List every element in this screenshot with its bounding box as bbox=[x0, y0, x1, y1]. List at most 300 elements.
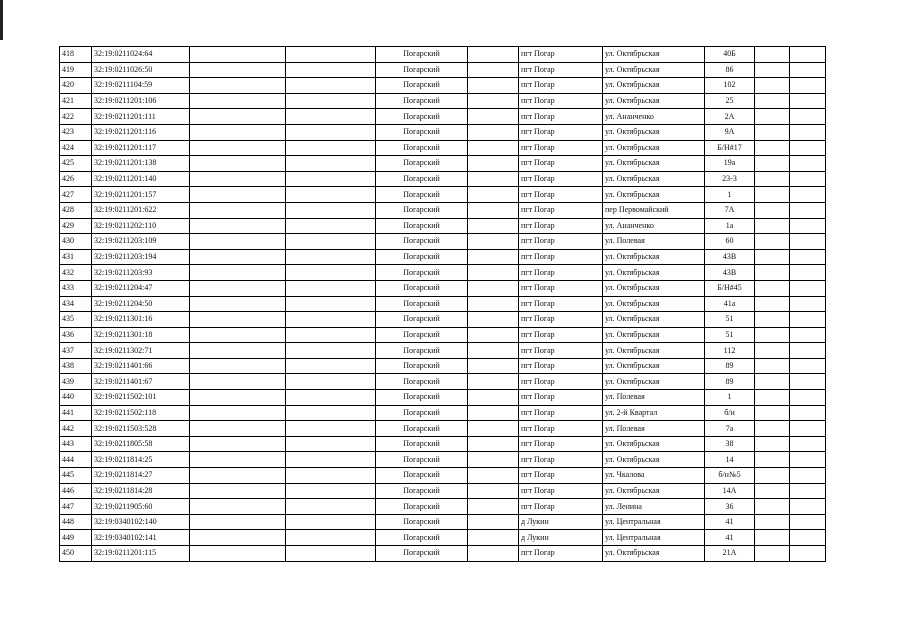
cadastral-number-cell: 32:19:0211104:59 bbox=[92, 78, 190, 94]
empty-cell bbox=[755, 93, 790, 109]
district-cell: Погарский bbox=[376, 234, 468, 250]
empty-cell bbox=[468, 62, 519, 78]
empty-cell bbox=[468, 124, 519, 140]
empty-cell bbox=[286, 124, 376, 140]
house-number-cell: 14 bbox=[705, 452, 755, 468]
district-cell: Погарский bbox=[376, 514, 468, 530]
empty-cell bbox=[790, 530, 826, 546]
district-cell: Погарский bbox=[376, 140, 468, 156]
empty-cell bbox=[755, 62, 790, 78]
empty-cell bbox=[286, 530, 376, 546]
empty-cell bbox=[755, 546, 790, 562]
empty-cell bbox=[468, 452, 519, 468]
locality-cell: пгт Погар bbox=[519, 421, 603, 437]
empty-cell bbox=[190, 171, 286, 187]
empty-cell bbox=[190, 468, 286, 484]
house-number-cell: 51 bbox=[705, 327, 755, 343]
district-cell: Погарский bbox=[376, 280, 468, 296]
locality-cell: пгт Погар bbox=[519, 546, 603, 562]
street-cell: пер Первомайский bbox=[603, 202, 705, 218]
empty-cell bbox=[790, 499, 826, 515]
row-number-cell: 421 bbox=[60, 93, 92, 109]
street-cell: ул. Октябрьская bbox=[603, 280, 705, 296]
table-row bbox=[60, 530, 826, 546]
row-number-cell: 431 bbox=[60, 249, 92, 265]
empty-cell bbox=[790, 296, 826, 312]
empty-cell bbox=[468, 374, 519, 390]
cadastral-number-cell: 32:19:0211203:194 bbox=[92, 249, 190, 265]
empty-cell bbox=[790, 202, 826, 218]
house-number-cell: 7А bbox=[705, 202, 755, 218]
empty-cell bbox=[190, 421, 286, 437]
street-cell: ул. Октябрьская bbox=[603, 124, 705, 140]
empty-cell bbox=[790, 405, 826, 421]
row-number-cell: 449 bbox=[60, 530, 92, 546]
table-row bbox=[60, 234, 826, 250]
row-number-cell: 447 bbox=[60, 499, 92, 515]
empty-cell bbox=[468, 47, 519, 63]
locality-cell: пгт Погар bbox=[519, 47, 603, 63]
empty-cell bbox=[468, 530, 519, 546]
empty-cell bbox=[286, 234, 376, 250]
table-row bbox=[60, 405, 826, 421]
empty-cell bbox=[286, 265, 376, 281]
district-cell: Погарский bbox=[376, 156, 468, 172]
empty-cell bbox=[468, 390, 519, 406]
empty-cell bbox=[286, 47, 376, 63]
street-cell: ул. Октябрьская bbox=[603, 47, 705, 63]
empty-cell bbox=[468, 156, 519, 172]
empty-cell bbox=[755, 483, 790, 499]
empty-cell bbox=[790, 140, 826, 156]
empty-cell bbox=[190, 312, 286, 328]
table-row bbox=[60, 93, 826, 109]
empty-cell bbox=[755, 249, 790, 265]
empty-cell bbox=[190, 62, 286, 78]
empty-cell bbox=[190, 499, 286, 515]
house-number-cell: 14А bbox=[705, 483, 755, 499]
house-number-cell: 41 bbox=[705, 530, 755, 546]
empty-cell bbox=[755, 358, 790, 374]
cadastral-number-cell: 32:19:0211814:27 bbox=[92, 468, 190, 484]
row-number-cell: 448 bbox=[60, 514, 92, 530]
empty-cell bbox=[755, 171, 790, 187]
locality-cell: пгт Погар bbox=[519, 109, 603, 125]
cadastral-number-cell: 32:19:0211805:58 bbox=[92, 436, 190, 452]
empty-cell bbox=[468, 436, 519, 452]
street-cell: ул. Октябрьская bbox=[603, 249, 705, 265]
empty-cell bbox=[755, 405, 790, 421]
house-number-cell: 25 bbox=[705, 93, 755, 109]
empty-cell bbox=[790, 514, 826, 530]
cadastral-number-cell: 32:19:0211201:111 bbox=[92, 109, 190, 125]
table-row bbox=[60, 358, 826, 374]
row-number-cell: 426 bbox=[60, 171, 92, 187]
empty-cell bbox=[790, 234, 826, 250]
empty-cell bbox=[468, 109, 519, 125]
table-row bbox=[60, 499, 826, 515]
district-cell: Погарский bbox=[376, 218, 468, 234]
district-cell: Погарский bbox=[376, 405, 468, 421]
empty-cell bbox=[190, 358, 286, 374]
street-cell: ул. Октябрьская bbox=[603, 156, 705, 172]
empty-cell bbox=[468, 171, 519, 187]
empty-cell bbox=[468, 187, 519, 203]
locality-cell: пгт Погар bbox=[519, 390, 603, 406]
empty-cell bbox=[755, 499, 790, 515]
district-cell: Погарский bbox=[376, 343, 468, 359]
empty-cell bbox=[468, 343, 519, 359]
empty-cell bbox=[468, 468, 519, 484]
district-cell: Погарский bbox=[376, 109, 468, 125]
row-number-cell: 443 bbox=[60, 436, 92, 452]
empty-cell bbox=[286, 374, 376, 390]
table-row bbox=[60, 374, 826, 390]
empty-cell bbox=[790, 249, 826, 265]
empty-cell bbox=[755, 421, 790, 437]
empty-cell bbox=[790, 265, 826, 281]
cadastral-number-cell: 32:19:0211814:28 bbox=[92, 483, 190, 499]
empty-cell bbox=[190, 327, 286, 343]
house-number-cell: 19а bbox=[705, 156, 755, 172]
table-row bbox=[60, 343, 826, 359]
row-number-cell: 419 bbox=[60, 62, 92, 78]
street-cell: ул. Октябрьская bbox=[603, 312, 705, 328]
empty-cell bbox=[190, 483, 286, 499]
empty-cell bbox=[468, 280, 519, 296]
cadastral-number-cell: 32:19:0211401:66 bbox=[92, 358, 190, 374]
street-cell: ул. Октябрьская bbox=[603, 171, 705, 187]
street-cell: ул. Октябрьская bbox=[603, 265, 705, 281]
house-number-cell: 9А bbox=[705, 124, 755, 140]
table-row bbox=[60, 483, 826, 499]
street-cell: ул. Ананченко bbox=[603, 218, 705, 234]
empty-cell bbox=[286, 296, 376, 312]
cadastral-number-cell: 32:19:0211201:106 bbox=[92, 93, 190, 109]
locality-cell: пгт Погар bbox=[519, 171, 603, 187]
house-number-cell: 51 bbox=[705, 312, 755, 328]
house-number-cell: 21А bbox=[705, 546, 755, 562]
row-number-cell: 433 bbox=[60, 280, 92, 296]
cadastral-number-cell: 32:19:0211204:47 bbox=[92, 280, 190, 296]
empty-cell bbox=[286, 93, 376, 109]
empty-cell bbox=[790, 358, 826, 374]
house-number-cell: 2А bbox=[705, 109, 755, 125]
cadastral-number-cell: 32:19:0211503:528 bbox=[92, 421, 190, 437]
house-number-cell: 1 bbox=[705, 187, 755, 203]
street-cell: ул. Полевая bbox=[603, 390, 705, 406]
locality-cell: пгт Погар bbox=[519, 218, 603, 234]
locality-cell: пгт Погар bbox=[519, 296, 603, 312]
locality-cell: пгт Погар bbox=[519, 78, 603, 94]
table-row bbox=[60, 514, 826, 530]
empty-cell bbox=[755, 390, 790, 406]
locality-cell: пгт Погар bbox=[519, 405, 603, 421]
table-row bbox=[60, 390, 826, 406]
empty-cell bbox=[286, 546, 376, 562]
empty-cell bbox=[468, 312, 519, 328]
row-number-cell: 425 bbox=[60, 156, 92, 172]
empty-cell bbox=[286, 202, 376, 218]
empty-cell bbox=[286, 405, 376, 421]
empty-cell bbox=[790, 374, 826, 390]
house-number-cell: 102 bbox=[705, 78, 755, 94]
empty-cell bbox=[755, 234, 790, 250]
cadastral-number-cell: 32:19:0211201:140 bbox=[92, 171, 190, 187]
street-cell: ул. Октябрьская bbox=[603, 78, 705, 94]
locality-cell: пгт Погар bbox=[519, 280, 603, 296]
district-cell: Погарский bbox=[376, 468, 468, 484]
empty-cell bbox=[190, 249, 286, 265]
cadastral-number-cell: 32:19:0211201:138 bbox=[92, 156, 190, 172]
row-number-cell: 422 bbox=[60, 109, 92, 125]
table-row bbox=[60, 327, 826, 343]
district-cell: Погарский bbox=[376, 202, 468, 218]
empty-cell bbox=[286, 343, 376, 359]
table-row bbox=[60, 546, 826, 562]
street-cell: ул. Октябрьская bbox=[603, 452, 705, 468]
cadastral-number-cell: 32:19:0211026:50 bbox=[92, 62, 190, 78]
empty-cell bbox=[286, 390, 376, 406]
locality-cell: пгт Погар bbox=[519, 202, 603, 218]
empty-cell bbox=[790, 124, 826, 140]
empty-cell bbox=[190, 124, 286, 140]
district-cell: Погарский bbox=[376, 546, 468, 562]
empty-cell bbox=[468, 483, 519, 499]
house-number-cell: 60 bbox=[705, 234, 755, 250]
empty-cell bbox=[286, 452, 376, 468]
empty-cell bbox=[190, 452, 286, 468]
empty-cell bbox=[286, 187, 376, 203]
street-cell: ул. Октябрьская bbox=[603, 374, 705, 390]
empty-cell bbox=[790, 327, 826, 343]
locality-cell: пгт Погар bbox=[519, 483, 603, 499]
street-cell: ул. Октябрьская bbox=[603, 436, 705, 452]
empty-cell bbox=[790, 343, 826, 359]
empty-cell bbox=[468, 78, 519, 94]
empty-cell bbox=[468, 405, 519, 421]
empty-cell bbox=[468, 499, 519, 515]
empty-cell bbox=[286, 78, 376, 94]
empty-cell bbox=[790, 280, 826, 296]
page-edge-mark bbox=[0, 0, 3, 40]
empty-cell bbox=[190, 280, 286, 296]
cadastral-number-cell: 32:19:0211201:622 bbox=[92, 202, 190, 218]
street-cell: ул. Чкалова bbox=[603, 468, 705, 484]
cadastral-number-cell: 32:19:0211301:18 bbox=[92, 327, 190, 343]
empty-cell bbox=[790, 312, 826, 328]
district-cell: Погарский bbox=[376, 530, 468, 546]
empty-cell bbox=[468, 202, 519, 218]
table-row bbox=[60, 280, 826, 296]
cadastral-number-cell: 32:19:0340102:141 bbox=[92, 530, 190, 546]
table-row bbox=[60, 78, 826, 94]
locality-cell: пгт Погар bbox=[519, 249, 603, 265]
street-cell: ул. Октябрьская bbox=[603, 358, 705, 374]
district-cell: Погарский bbox=[376, 436, 468, 452]
table-row bbox=[60, 265, 826, 281]
empty-cell bbox=[286, 109, 376, 125]
street-cell: ул. Полевая bbox=[603, 421, 705, 437]
house-number-cell: 41а bbox=[705, 296, 755, 312]
empty-cell bbox=[755, 296, 790, 312]
locality-cell: пгт Погар bbox=[519, 358, 603, 374]
district-cell: Погарский bbox=[376, 265, 468, 281]
house-number-cell: б/н№5 bbox=[705, 468, 755, 484]
empty-cell bbox=[755, 109, 790, 125]
empty-cell bbox=[286, 358, 376, 374]
locality-cell: пгт Погар bbox=[519, 140, 603, 156]
empty-cell bbox=[755, 343, 790, 359]
empty-cell bbox=[190, 343, 286, 359]
district-cell: Погарский bbox=[376, 374, 468, 390]
empty-cell bbox=[790, 156, 826, 172]
empty-cell bbox=[790, 546, 826, 562]
empty-cell bbox=[755, 514, 790, 530]
empty-cell bbox=[790, 468, 826, 484]
empty-cell bbox=[190, 202, 286, 218]
house-number-cell: 86 bbox=[705, 62, 755, 78]
empty-cell bbox=[468, 546, 519, 562]
empty-cell bbox=[468, 296, 519, 312]
cadastral-number-cell: 32:19:0211201:157 bbox=[92, 187, 190, 203]
cadastral-number-cell: 32:19:0211201:116 bbox=[92, 124, 190, 140]
table-row bbox=[60, 296, 826, 312]
row-number-cell: 440 bbox=[60, 390, 92, 406]
district-cell: Погарский bbox=[376, 421, 468, 437]
row-number-cell: 435 bbox=[60, 312, 92, 328]
empty-cell bbox=[286, 514, 376, 530]
empty-cell bbox=[190, 93, 286, 109]
table-row bbox=[60, 249, 826, 265]
empty-cell bbox=[755, 327, 790, 343]
locality-cell: пгт Погар bbox=[519, 312, 603, 328]
empty-cell bbox=[190, 78, 286, 94]
empty-cell bbox=[790, 109, 826, 125]
district-cell: Погарский bbox=[376, 296, 468, 312]
house-number-cell: 41 bbox=[705, 514, 755, 530]
empty-cell bbox=[286, 249, 376, 265]
empty-cell bbox=[190, 296, 286, 312]
table-row bbox=[60, 47, 826, 63]
street-cell: ул. Октябрьская bbox=[603, 546, 705, 562]
empty-cell bbox=[468, 249, 519, 265]
district-cell: Погарский bbox=[376, 249, 468, 265]
district-cell: Погарский bbox=[376, 483, 468, 499]
house-number-cell: 7а bbox=[705, 421, 755, 437]
street-cell: ул. Октябрьская bbox=[603, 343, 705, 359]
table-row bbox=[60, 62, 826, 78]
empty-cell bbox=[790, 483, 826, 499]
cadastral-number-cell: 32:19:0211203:93 bbox=[92, 265, 190, 281]
locality-cell: пгт Погар bbox=[519, 234, 603, 250]
empty-cell bbox=[790, 62, 826, 78]
locality-cell: пгт Погар bbox=[519, 265, 603, 281]
empty-cell bbox=[468, 234, 519, 250]
house-number-cell: 36 bbox=[705, 499, 755, 515]
empty-cell bbox=[190, 265, 286, 281]
locality-cell: д Лукин bbox=[519, 514, 603, 530]
empty-cell bbox=[468, 358, 519, 374]
empty-cell bbox=[790, 93, 826, 109]
house-number-cell: Б/Н#17 bbox=[705, 140, 755, 156]
table-row bbox=[60, 124, 826, 140]
cadastral-number-cell: 32:19:0211203:109 bbox=[92, 234, 190, 250]
empty-cell bbox=[790, 421, 826, 437]
row-number-cell: 441 bbox=[60, 405, 92, 421]
house-number-cell: 23-3 bbox=[705, 171, 755, 187]
row-number-cell: 437 bbox=[60, 343, 92, 359]
locality-cell: пгт Погар bbox=[519, 124, 603, 140]
street-cell: ул. Центральная bbox=[603, 530, 705, 546]
table-row bbox=[60, 156, 826, 172]
row-number-cell: 420 bbox=[60, 78, 92, 94]
house-number-cell: 43В bbox=[705, 265, 755, 281]
street-cell: ул. Центральная bbox=[603, 514, 705, 530]
empty-cell bbox=[286, 468, 376, 484]
empty-cell bbox=[286, 499, 376, 515]
cadastral-number-cell: 32:19:0211301:16 bbox=[92, 312, 190, 328]
district-cell: Погарский bbox=[376, 327, 468, 343]
row-number-cell: 427 bbox=[60, 187, 92, 203]
empty-cell bbox=[190, 140, 286, 156]
locality-cell: пгт Погар bbox=[519, 187, 603, 203]
locality-cell: пгт Погар bbox=[519, 93, 603, 109]
district-cell: Погарский bbox=[376, 499, 468, 515]
empty-cell bbox=[790, 436, 826, 452]
cadastral-number-cell: 32:19:0211024:64 bbox=[92, 47, 190, 63]
district-cell: Погарский bbox=[376, 78, 468, 94]
house-number-cell: 43В bbox=[705, 249, 755, 265]
district-cell: Погарский bbox=[376, 93, 468, 109]
empty-cell bbox=[286, 436, 376, 452]
district-cell: Погарский bbox=[376, 390, 468, 406]
empty-cell bbox=[790, 390, 826, 406]
district-cell: Погарский bbox=[376, 452, 468, 468]
empty-cell bbox=[755, 47, 790, 63]
empty-cell bbox=[755, 468, 790, 484]
cadastral-number-cell: 32:19:0211201:115 bbox=[92, 546, 190, 562]
row-number-cell: 445 bbox=[60, 468, 92, 484]
row-number-cell: 436 bbox=[60, 327, 92, 343]
house-number-cell: 89 bbox=[705, 358, 755, 374]
empty-cell bbox=[755, 140, 790, 156]
empty-cell bbox=[755, 124, 790, 140]
cadastral-number-cell: 32:19:0211814:25 bbox=[92, 452, 190, 468]
empty-cell bbox=[755, 156, 790, 172]
empty-cell bbox=[755, 218, 790, 234]
district-cell: Погарский bbox=[376, 187, 468, 203]
cadastral-number-cell: 32:19:0211302:71 bbox=[92, 343, 190, 359]
street-cell: ул. Октябрьская bbox=[603, 140, 705, 156]
street-cell: ул. Октябрьская bbox=[603, 187, 705, 203]
district-cell: Погарский bbox=[376, 358, 468, 374]
empty-cell bbox=[755, 78, 790, 94]
empty-cell bbox=[286, 156, 376, 172]
empty-cell bbox=[790, 187, 826, 203]
empty-cell bbox=[190, 530, 286, 546]
empty-cell bbox=[190, 109, 286, 125]
empty-cell bbox=[468, 265, 519, 281]
empty-cell bbox=[468, 140, 519, 156]
empty-cell bbox=[755, 312, 790, 328]
empty-cell bbox=[468, 327, 519, 343]
cadastral-number-cell: 32:19:0211204:50 bbox=[92, 296, 190, 312]
table-row bbox=[60, 436, 826, 452]
locality-cell: пгт Погар bbox=[519, 468, 603, 484]
empty-cell bbox=[790, 452, 826, 468]
empty-cell bbox=[190, 546, 286, 562]
